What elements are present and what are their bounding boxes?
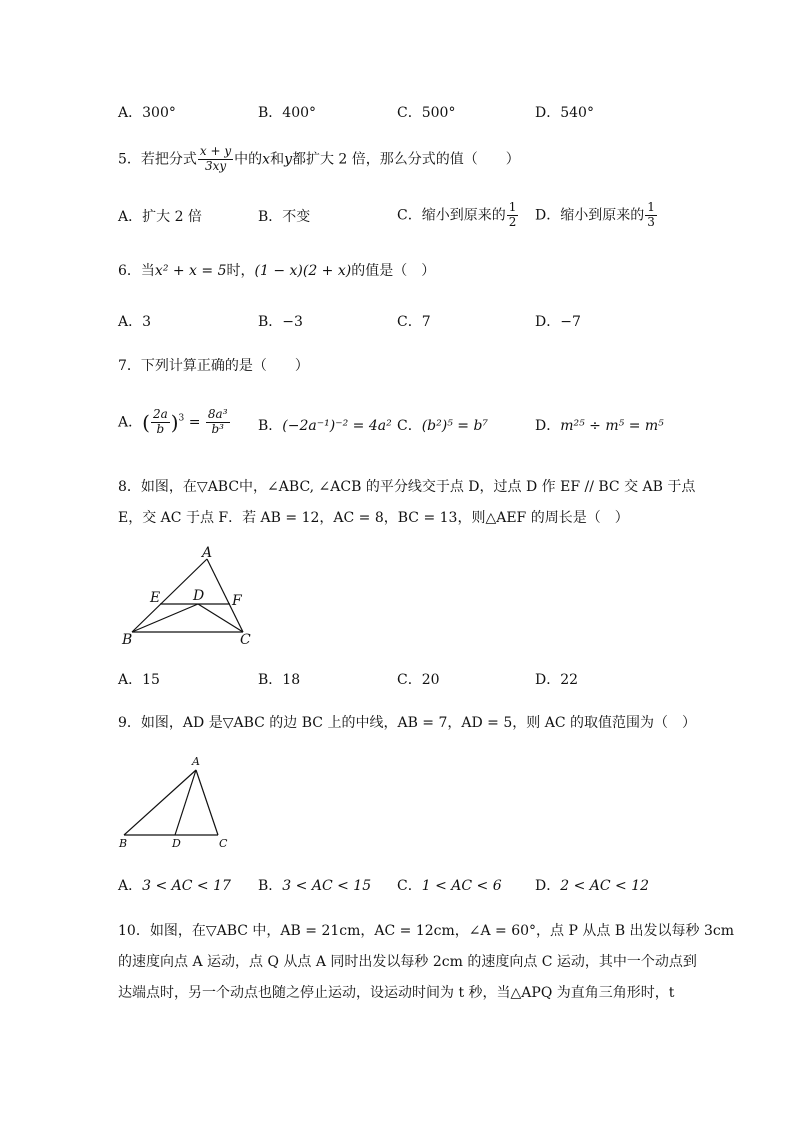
q9-triangle-figure [110,752,240,852]
q4-option-b: B．400° [258,105,317,121]
q10-stem-line2: 的速度向点 A 运动，点 Q 从点 A 同时出发以每秒 2cm 的速度向点 C 运动，其中一个动点到 [118,954,697,970]
q5-option-a: A．扩大 2 倍 [118,209,202,225]
q8-label-c: C [240,632,251,648]
q6-option-a: A．3 [118,314,152,330]
q5-option-d: D．缩小到原来的 $\frac{1}{3}$ [535,200,655,229]
q7-option-d: D．m²⁵ ÷ m⁵ = m⁵ [535,418,664,434]
q5-option-b: B．不变 [258,209,311,225]
q8-segment-bd [132,604,198,632]
q10-stem-line3: 达端点时，另一个动点也随之停止运动，设运动时间为 t 秒，当△APQ 为直角三角形时，t [118,985,675,1001]
q8-label-d: D [193,588,205,604]
q6-option-c: C．7 [397,314,431,330]
q9-edge-ac [196,770,218,835]
q9-label-b: B [119,837,128,850]
q8-label-b: B [122,632,133,648]
q4-option-d: D．540° [535,105,594,121]
q8-label-e: E [150,590,161,606]
q4-option-c: C．500° [397,105,456,121]
q5-fraction: $\frac{x + y}{3xy}$ [199,144,232,173]
q8-label-f: F [232,593,242,609]
q9-label-d: D [172,837,181,850]
q6-option-d: D．−7 [535,314,581,330]
q8-triangle-figure [110,545,270,650]
q8-label-a: A [202,545,213,561]
q10-stem-line1: 10．如图，在▽ABC 中，AB = 21cm，AC = 12cm，∠A = 60°，点 P 从点 B 出发以每秒 3cm [118,923,735,939]
q9-option-c: C．1 < AC < 6 [397,878,502,894]
q7-option-c: C．(b²)⁵ = b⁷ [397,418,489,434]
q7-option-b: B．(−2a⁻¹)⁻² = 4a² [258,418,392,434]
q9-option-b: B．3 < AC < 15 [258,878,372,894]
q8-option-d: D．22 [535,672,579,688]
q9-label-a: A [192,755,200,768]
q9-stem: 9．如图，AD 是▽ABC 的边 BC 上的中线，AB = 7，AD = 5，则 AC 的取值范围为（ ） [118,715,696,731]
q9-option-d: D．2 < AC < 12 [535,878,650,894]
q7-stem: 7．下列计算正确的是（ ） [118,358,309,374]
q5-option-c: C．缩小到原来的 $\frac{1}{2}$ [397,200,517,229]
q8-stem-line1: 8．如图，在▽ABC中，∠ABC, ∠ACB 的平分线交于点 D，过点 D 作 EF // BC 交 AB 于点 [118,479,696,495]
q6-option-b: B．−3 [258,314,303,330]
q9-label-c: C [219,837,228,850]
q8-option-a: A．15 [118,672,160,688]
q6-stem: 6．当x² + x = 5时，(1 − x)(2 + x)的值是（ ） [118,263,436,279]
q4-option-a: A．300° [118,105,176,121]
q8-stem-line2: E，交 AC 于点 F．若 AB = 12，AC = 8，BC = 13，则△AEF 的周长是（ ） [118,510,629,526]
q8-option-c: C．20 [397,672,440,688]
q7-option-a: A．( $\frac{2a}{b}$ )$^3$ = $\frac{\text{8a³}}{\text{b³}}$ [118,407,228,436]
q9-option-a: A．3 < AC < 17 [118,878,231,894]
q5-stem: 5．若把分式 $\frac{x + y}{3xy}$ 中的x和y都扩大 2 倍，那么分式的值（ ） [118,144,520,173]
q8-option-b: B．18 [258,672,301,688]
